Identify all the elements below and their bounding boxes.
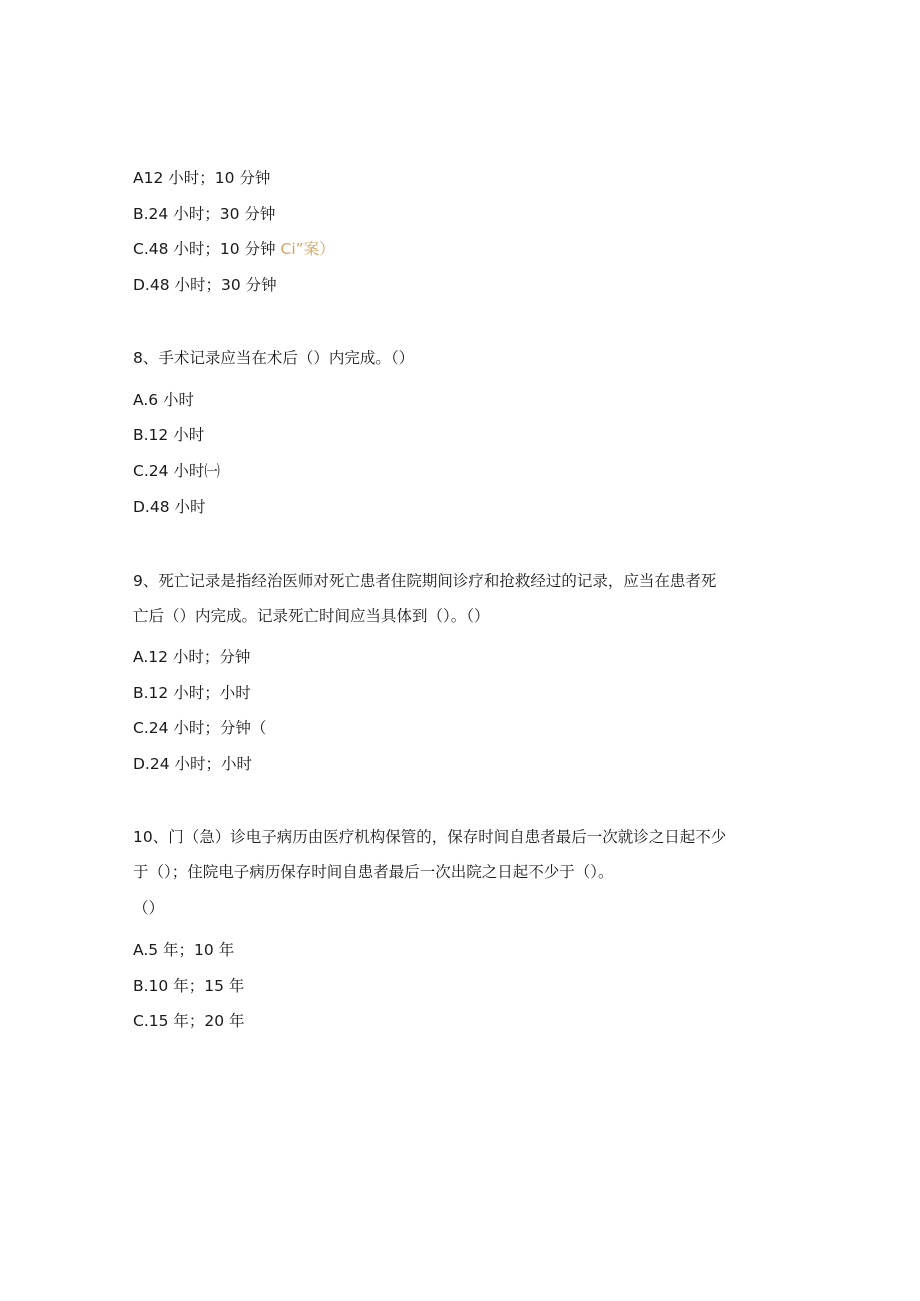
q8-option-d: D.48 小时	[133, 498, 206, 516]
q10-option-a: A.5 年；10 年	[133, 941, 235, 959]
q10-option-b: B.10 年；15 年	[133, 977, 245, 995]
q7-option-b: B.24 小时；30 分钟	[133, 205, 276, 223]
q10-option-c: C.15 年；20 年	[133, 1012, 245, 1030]
q8-stem: 8、手术记录应当在术后（）内完成。（）	[133, 349, 415, 367]
q7-answer-note: Ci”案）	[280, 240, 335, 258]
q7-option-c	[133, 239, 335, 259]
q7-option-d: D.48 小时；30 分钟	[133, 276, 277, 294]
q8-option-b: B.12 小时	[133, 426, 205, 444]
q10-stem-line3: （）	[133, 899, 165, 917]
q9-stem-line2: 亡后（）内完成。记录死亡时间应当具体到（）。（）	[133, 607, 490, 625]
q10-stem-line2: 于（）；住院电子病历保存时间自患者最后一次出院之日起不少于（）。	[133, 863, 614, 881]
q9-option-b: B.12 小时；小时	[133, 684, 251, 702]
q9-option-c: C.24 小时；分钟（	[133, 719, 267, 737]
q9-option-d: D.24 小时；小时	[133, 755, 253, 773]
q9-option-a: A.12 小时；分钟	[133, 648, 251, 666]
q7-option-a: A12 小时；10 分钟	[133, 169, 271, 187]
q10-stem-line1: 10、门（急）诊电子病历由医疗机构保管的，保存时间自患者最后一次就诊之日起不少	[133, 828, 727, 846]
q8-option-c: C.24 小时㈠	[133, 462, 220, 480]
q7-option-c-text: C.48 小时；10 分钟	[133, 240, 276, 258]
q9-stem-line1: 9、死亡记录是指经治医师对死亡患者住院期间诊疗和抢救经过的记录，应当在患者死	[133, 572, 717, 590]
q8-option-a: A.6 小时	[133, 391, 195, 409]
